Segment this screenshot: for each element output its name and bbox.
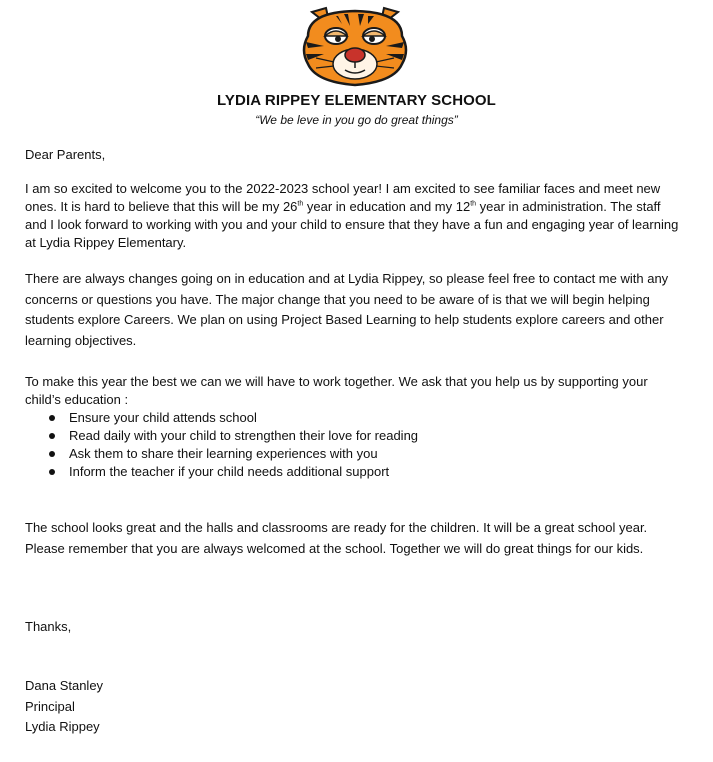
salutation: Dear Parents, [25, 147, 106, 162]
signature-school: Lydia Rippey [25, 719, 100, 734]
school-name: LYDIA RIPPEY ELEMENTARY SCHOOL [217, 92, 496, 109]
bullet-icon [49, 415, 55, 421]
closing: Thanks, [25, 619, 72, 634]
paragraph-welcome-part-a: I am so excited to welcome you to the 2022-2023 school year! I am excited to see familiar faces and meet new ones. It is hard to believe that this will be my 26 [25, 181, 661, 214]
bullet-icon [49, 433, 55, 439]
school-motto: “We be leve in you go do great things” [255, 113, 458, 127]
list-item-text: Read daily with your child to strengthen their love for reading [69, 428, 419, 443]
list-item [25, 409, 418, 427]
list-item-text: Inform the teacher if your child needs additional support [69, 464, 390, 479]
list-item [25, 445, 418, 463]
signature-block [25, 676, 685, 738]
signature-title: Principal [25, 698, 75, 714]
superscript-th-1: th [297, 200, 304, 208]
paragraph-changes: There are always changes going on in education and at Lydia Rippey, so please feel free to contact me with any concerns or questions you have. The major change that you need to be aware of is that we will begin helping students explore Careers. We plan on using Project Based Learning to help students explore careers and other learning objectives. [25, 271, 669, 348]
list-item [25, 427, 418, 445]
support-list [25, 409, 418, 481]
tiger-face-icon [298, 6, 412, 88]
list-item [25, 463, 418, 481]
list-item-text: Ask them to share their learning experiences with you [69, 446, 378, 461]
list-item-text: Ensure your child attends school [69, 410, 257, 425]
bullet-icon [49, 451, 55, 457]
paragraph-welcome [25, 180, 685, 252]
paragraph-welcome-part-c: year in administration. The staff and I look forward to working with you and your child to ensure that they have a fun and engaging year of learning at Lydia Rippey Elementary. [25, 199, 679, 250]
superscript-th-2: th [470, 200, 477, 208]
paragraph-welcome-part-b: year in education and my 12 [303, 199, 471, 214]
signature-name: Dana Stanley [25, 678, 104, 693]
bullet-icon [49, 469, 55, 475]
paragraph-work-together: To make this year the best we can we will have to work together. We ask that you help us by supporting your child’s education : [25, 374, 648, 407]
paragraph-closing-remarks: The school looks great and the halls and classrooms are ready for the children. It will be a great school year. Please remember that you are always welcomed at the school. Together we will do great things for our kids. [25, 520, 648, 556]
